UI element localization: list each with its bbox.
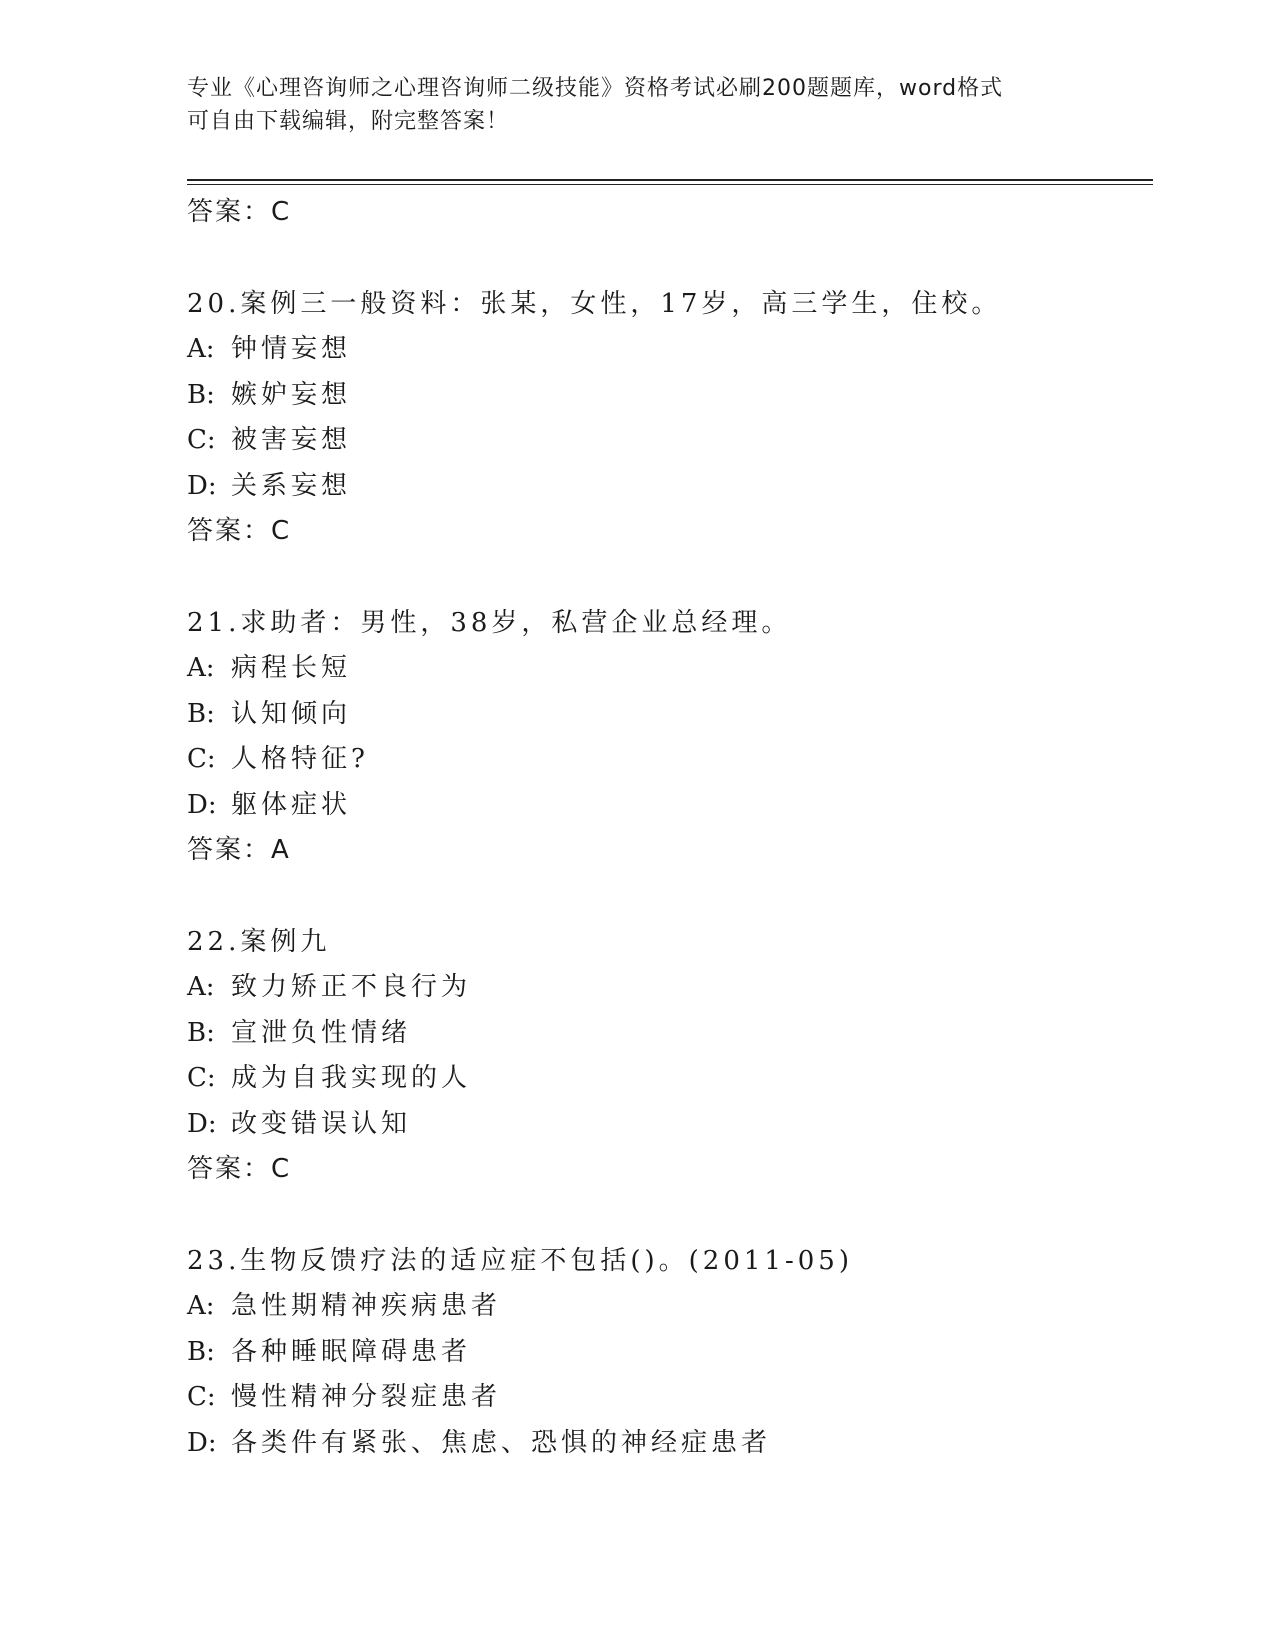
option-text: 嫉妒妄想 [231, 379, 352, 410]
option-c [187, 418, 1153, 464]
option-letter: B: [187, 1336, 215, 1367]
option-text: 人格特征? [231, 744, 369, 774]
option-c [187, 737, 1153, 783]
option-text: 成为自我实现的人 [231, 1063, 472, 1093]
option-b [187, 692, 1153, 738]
option-a [187, 1284, 1153, 1330]
answer-value: A [271, 835, 290, 865]
option-text: 关系妄想 [231, 470, 352, 501]
answer-label: 答案： [187, 516, 272, 546]
option-text: 改变错误认知 [231, 1108, 412, 1139]
answer-value: C [271, 197, 291, 227]
answer-label: 答案： [187, 197, 272, 227]
option-letter: A: [187, 334, 215, 364]
option-letter: C: [187, 1382, 216, 1412]
question-list [187, 190, 1153, 1466]
option-b [187, 1330, 1153, 1376]
answer-line [187, 1147, 1153, 1192]
option-letter: D: [187, 1108, 217, 1139]
option-c [187, 1375, 1153, 1421]
option-d [187, 464, 1153, 510]
option-c [187, 1056, 1153, 1102]
option-text: 被害妄想 [231, 425, 352, 455]
question-text: 22.案例九 [187, 927, 331, 957]
answer-value: C [271, 1154, 291, 1184]
question-text: 21.求助者：男性，38岁，私营企业总经理。 [187, 608, 792, 638]
option-d [187, 1421, 1153, 1467]
option-text: 慢性精神分裂症患者 [231, 1382, 502, 1412]
answer-line [187, 509, 1153, 554]
option-letter: A: [187, 653, 215, 683]
option-text: 各种睡眠障碍患者 [231, 1336, 472, 1367]
option-text: 致力矫正不良行为 [231, 972, 472, 1002]
option-letter: C: [187, 1063, 216, 1093]
answer-label: 答案： [187, 835, 272, 865]
option-text: 病程长短 [231, 653, 352, 683]
header-rule-thin [187, 184, 1153, 185]
option-b [187, 373, 1153, 419]
header-line-2: 可自由下载编辑，附完整答案！ [187, 109, 510, 134]
option-text: 各类件有紧张、焦虑、恐惧的神经症患者 [231, 1427, 772, 1458]
option-b [187, 1011, 1153, 1057]
option-letter: B: [187, 1017, 215, 1048]
option-text: 宣泄负性情绪 [231, 1017, 412, 1048]
question-text: 23.生物反馈疗法的适应症不包括()。(2011-05) [187, 1246, 853, 1276]
option-letter: B: [187, 698, 215, 729]
answer-value: C [271, 516, 291, 546]
document-header [187, 72, 1087, 138]
answer-line [187, 190, 1153, 235]
option-letter: D: [187, 470, 217, 501]
option-a [187, 965, 1153, 1011]
header-line-1: 专业《心理咨询师之心理咨询师二级技能》资格考试必刷200题题库，word格式 [187, 76, 1004, 101]
option-a [187, 646, 1153, 692]
header-rule-thick [187, 179, 1153, 181]
option-text: 钟情妄想 [231, 334, 352, 364]
option-text: 急性期精神疾病患者 [231, 1291, 502, 1321]
question-text: 20.案例三一般资料：张某，女性，17岁，高三学生，住校。 [187, 289, 1002, 319]
option-letter: D: [187, 1427, 217, 1458]
option-d [187, 1102, 1153, 1148]
option-letter: C: [187, 744, 216, 774]
option-letter: A: [187, 972, 215, 1002]
option-d [187, 783, 1153, 829]
answer-line [187, 828, 1153, 873]
option-letter: D: [187, 789, 217, 820]
option-letter: A: [187, 1291, 215, 1321]
option-text: 躯体症状 [231, 789, 352, 820]
answer-label: 答案： [187, 1154, 272, 1184]
option-text: 认知倾向 [231, 698, 352, 729]
option-letter: C: [187, 425, 216, 455]
option-a [187, 327, 1153, 373]
option-letter: B: [187, 379, 215, 410]
